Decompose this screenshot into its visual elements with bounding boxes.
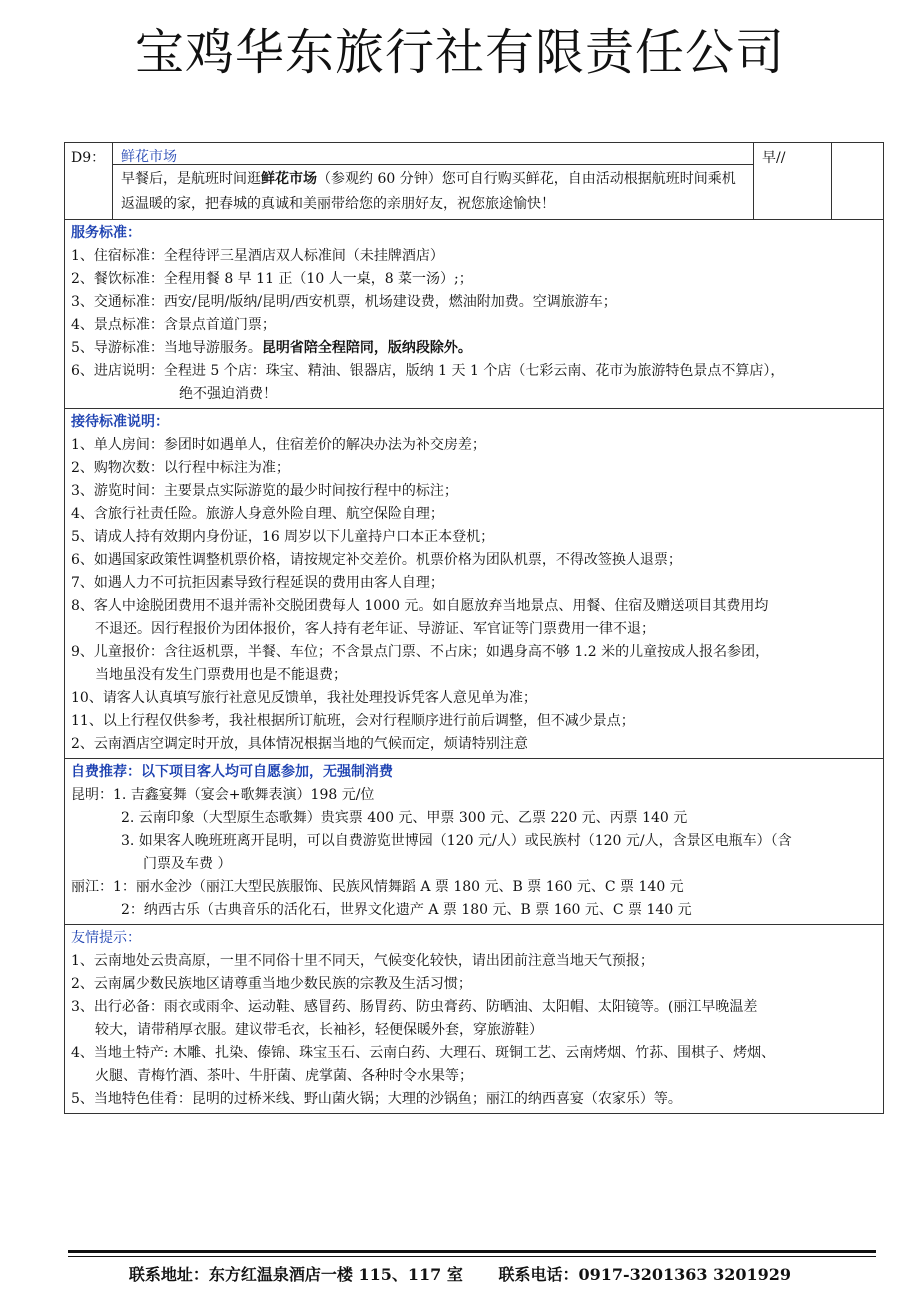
optional-activities — [65, 759, 883, 925]
list-item-continuation: 门票及车费 ） — [143, 856, 232, 872]
list-item: 5、导游标准：当地导游服务。昆明省陪全程陪同，版纳段除外。 — [71, 340, 472, 356]
list-item: 2：纳西古乐（古典音乐的活化石，世界文化遗产 A 票 180 元、B 票 160 元、C 票 140 元 — [121, 902, 692, 918]
list-item: 5、当地特色佳肴：昆明的过桥米线、野山菌火锅；大理的沙锅鱼；丽江的纳西喜宴（农家乐）等。 — [71, 1091, 682, 1107]
list-item: 3. 如果客人晚班班离开昆明，可以自费游览世博园（120 元/人）或民族村（120 元/人，含景区电瓶车）（含 — [121, 833, 792, 849]
list-item: 9、儿童报价：含往返机票，半餐、车位；不含景点门票、不占床；如遇身高不够 1.2 米的儿童按成人报名参团， — [71, 644, 770, 660]
list-item: 3、交通标准：西安/昆明/版纳/昆明/西安机票，机场建设费，燃油附加费。空调旅游车； — [71, 294, 617, 310]
list-item: 4、景点标准：含景点首道门票； — [71, 317, 276, 333]
list-item: 6、如遇国家政策性调整机票价格，请按规定补交差价。机票价格为团队机票，不得改签换人退票； — [71, 552, 682, 568]
section-heading: 接待标准说明： — [71, 414, 169, 430]
list-item: 2、云南属少数民族地区请尊重当地少数民族的宗教及生活习惯； — [71, 976, 472, 992]
meals-cell: 早// — [754, 143, 832, 219]
list-item: 11、以上行程仅供参考，我社根据所订航班，会对行程顺序进行前后调整，但不减少景点； — [71, 713, 635, 729]
friendly-tips — [65, 925, 883, 1113]
company-title: 宝鸡华东旅行社有限责任公司 — [134, 24, 785, 81]
list-item: 1、云南地处云贵高原，一里不同俗十里不同天，气候变化较快，请出团前注意当地天气预报； — [71, 953, 654, 969]
list-item-continuation: 火腿、青梅竹酒、茶叶、牛肝菌、虎掌菌、各种时令水果等； — [95, 1068, 473, 1084]
list-item: 昆明：1. 吉鑫宴舞（宴会+歌舞表演）198 元/位 — [71, 787, 375, 803]
list-item: 8、客人中途脱团费用不退并需补交脱团费每人 1000 元。如自愿放弃当地景点、用餐、住宿及赠送项目其费用均 — [71, 598, 769, 614]
contact-address: 联系地址：东方红温泉酒店一楼 115、117 室 — [128, 1265, 463, 1284]
list-item-continuation: 当地虽没有发生门票费用也是不能退费； — [95, 667, 347, 683]
footer-divider — [68, 1250, 876, 1257]
list-item: 2、餐饮标准：全程用餐 8 早 11 正（10 人一桌，8 菜一汤）;； — [71, 271, 473, 287]
reception-standards — [65, 409, 883, 759]
list-item: 3、出行必备：雨衣或雨伞、运动鞋、感冒药、肠胃药、防虫膏药、防晒油、太阳帽、太阳镜等。(丽江早晚温差 — [71, 999, 758, 1015]
contact-phone: 联系电话：0917-3201363 3201929 — [498, 1265, 792, 1284]
list-item: 7、如遇人力不可抗拒因素导致行程延误的费用由客人自理； — [71, 575, 444, 591]
list-item: 丽江：1：丽水金沙（丽江大型民族服饰、民族风情舞蹈 A 票 180 元、B 票 160 元、C 票 140 元 — [71, 879, 684, 895]
day-title: 鲜花市场 — [113, 143, 753, 165]
day9-row — [65, 143, 883, 220]
service-standards — [65, 220, 883, 409]
section-heading: 友情提示： — [71, 930, 141, 946]
section-heading: 服务标准： — [71, 225, 141, 241]
list-item-continuation: 不退还。因行程报价为团体报价，客人持有老年证、导游证、军官证等门票费用一律不退； — [95, 621, 655, 637]
itinerary-table — [64, 142, 884, 1114]
list-item: 2、购物次数：以行程中标注为准； — [71, 460, 290, 476]
list-item-continuation: 绝不强迫消费！ — [179, 386, 277, 402]
day-content — [113, 143, 754, 219]
day-label: D9： — [65, 143, 113, 219]
list-item: 4、当地土特产: 木雕、扎染、傣锦、珠宝玉石、云南白药、大理石、斑铜工艺、云南烤烟、竹荪、围棋子、烤烟、 — [71, 1045, 776, 1061]
footer-contact — [0, 1262, 920, 1285]
list-item: 4、含旅行社责任险。旅游人身意外险自理、航空保险自理； — [71, 506, 444, 522]
list-item: 3、游览时间：主要景点实际游览的最少时间按行程中的标注； — [71, 483, 458, 499]
list-item: 5、请成人持有效期内身份证，16 周岁以下儿童持户口本正本登机； — [71, 529, 495, 545]
list-item: 6、进店说明：全程进 5 个店：珠宝、精油、银器店，版纳 1 天 1 个店（七彩云南、花市为旅游特色景点不算店）， — [71, 363, 785, 379]
list-item: 2、云南酒店空调定时开放，具体情况根据当地的气候而定，烦请特别注意 — [71, 736, 528, 752]
list-item-continuation: 较大，请带稍厚衣服。建议带毛衣，长袖衫，轻便保暖外套，穿旅游鞋） — [95, 1022, 543, 1038]
section-heading: 自费推荐：以下项目客人均可自愿参加，无强制消费 — [71, 764, 393, 780]
list-item: 2. 云南印象（大型原生态歌舞）贵宾票 400 元、甲票 300 元、乙票 220 元、丙票 140 元 — [121, 810, 688, 826]
list-item: 10、请客人认真填写旅行社意见反馈单，我社处理投诉凭客人意见单为准； — [71, 690, 537, 706]
list-item: 1、单人房间：参团时如遇单人，住宿差价的解决办法为补交房差； — [71, 437, 486, 453]
day-description: 早餐后，是航班时间逛鲜花市场（参观约 60 分钟）您可自行购买鲜花，自由活动根据航班时间乘机返温暖的家，把春城的真诚和美丽带给您的亲朋好友，祝您旅途愉快！ — [121, 171, 736, 212]
list-item: 1、住宿标准：全程待评三星酒店双人标准间（未挂牌酒店） — [71, 248, 444, 264]
blank-cell — [832, 143, 883, 219]
